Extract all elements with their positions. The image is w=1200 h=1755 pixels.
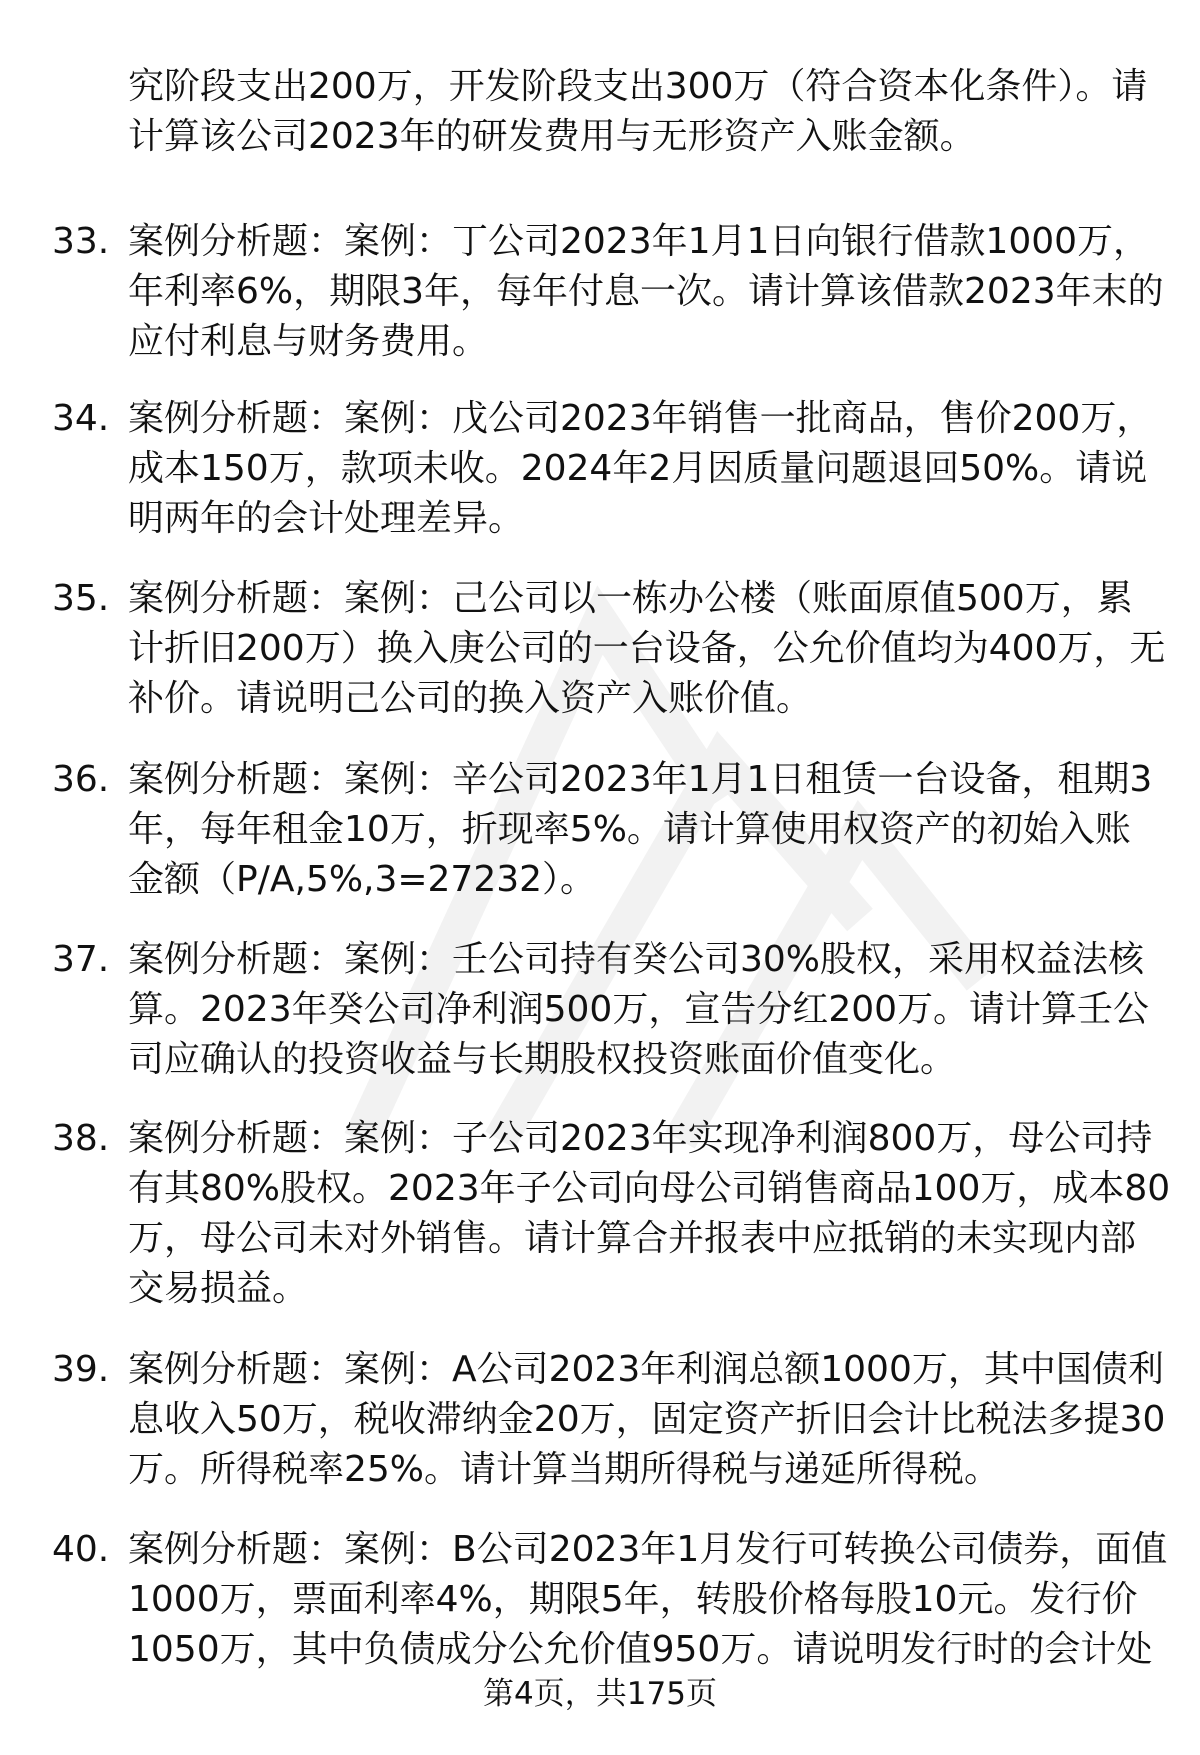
question-text-line: 究阶段支出200万，开发阶段支出300万（符合资本化条件）。请: [128, 66, 1148, 107]
question-text-line: 司应确认的投资收益与长期股权投资账面价值变化。: [128, 1039, 957, 1080]
question-text-line: 万，母公司未对外销售。请计算合并报表中应抵销的未实现内部: [128, 1218, 1137, 1259]
page-footer: 第4页，共175页: [483, 1676, 717, 1712]
question-text-line: 息收入50万，税收滞纳金20万，固定资产折旧会计比税法多提30: [128, 1399, 1166, 1440]
question-text-line: 案例分析题：案例：丁公司2023年1月1日向银行借款1000万，: [128, 221, 1150, 262]
question-number: 33.: [52, 221, 110, 262]
question-number: 38.: [52, 1118, 110, 1159]
question-number: 34.: [52, 398, 110, 439]
question-number: 36.: [52, 759, 110, 800]
question-text-line: 案例分析题：案例：子公司2023年实现净利润800万，母公司持: [128, 1118, 1153, 1159]
question-text-line: 算。2023年癸公司净利润500万，宣告分红200万。请计算壬公: [128, 989, 1150, 1030]
question-number: 35.: [52, 578, 110, 619]
question-text-line: 计折旧200万）换入庚公司的一台设备，公允价值均为400万，无: [128, 628, 1166, 669]
question-text-line: 计算该公司2023年的研发费用与无形资产入账金额。: [128, 116, 976, 157]
question-text-line: 成本150万，款项未收。2024年2月因质量问题退回50%。请说: [128, 448, 1148, 489]
question-text-line: 案例分析题：案例：A公司2023年利润总额1000万，其中国债利: [128, 1349, 1164, 1390]
question-text-line: 年，每年租金10万，折现率5%。请计算使用权资产的初始入账: [128, 809, 1131, 850]
question-text-line: 交易损益。: [128, 1268, 309, 1309]
question-text-line: 有其80%股权。2023年子公司向母公司销售商品100万，成本80: [128, 1168, 1171, 1209]
question-text-line: 案例分析题：案例：戊公司2023年销售一批商品，售价200万，: [128, 398, 1153, 439]
question-text-line: 1050万，其中负债成分公允价值950万。请说明发行时的会计处: [128, 1629, 1153, 1670]
question-number: 37.: [52, 939, 110, 980]
question-text-line: 案例分析题：案例：B公司2023年1月发行可转换公司债券，面值: [128, 1529, 1168, 1570]
question-text-line: 案例分析题：案例：辛公司2023年1月1日租赁一台设备，租期3: [128, 759, 1153, 800]
question-text-line: 案例分析题：案例：己公司以一栋办公楼（账面原值500万，累: [128, 578, 1133, 619]
question-text-line: 明两年的会计处理差异。: [128, 498, 525, 539]
question-text-line: 金额（P/A,5%,3=27232）。: [128, 859, 597, 900]
question-text-line: 应付利息与财务费用。: [128, 321, 489, 362]
question-text-line: 年利率6%，期限3年，每年付息一次。请计算该借款2023年末的: [128, 271, 1164, 312]
question-number: 39.: [52, 1349, 110, 1390]
question-number: 40.: [52, 1529, 110, 1570]
question-text-line: 1000万，票面利率4%，期限5年，转股价格每股10元。发行价: [128, 1579, 1138, 1620]
question-text-line: 案例分析题：案例：壬公司持有癸公司30%股权，采用权益法核: [128, 939, 1145, 980]
question-text-line: 万。所得税率25%。请计算当期所得税与递延所得税。: [128, 1449, 1001, 1490]
question-text-line: 补价。请说明己公司的换入资产入账价值。: [128, 678, 813, 719]
